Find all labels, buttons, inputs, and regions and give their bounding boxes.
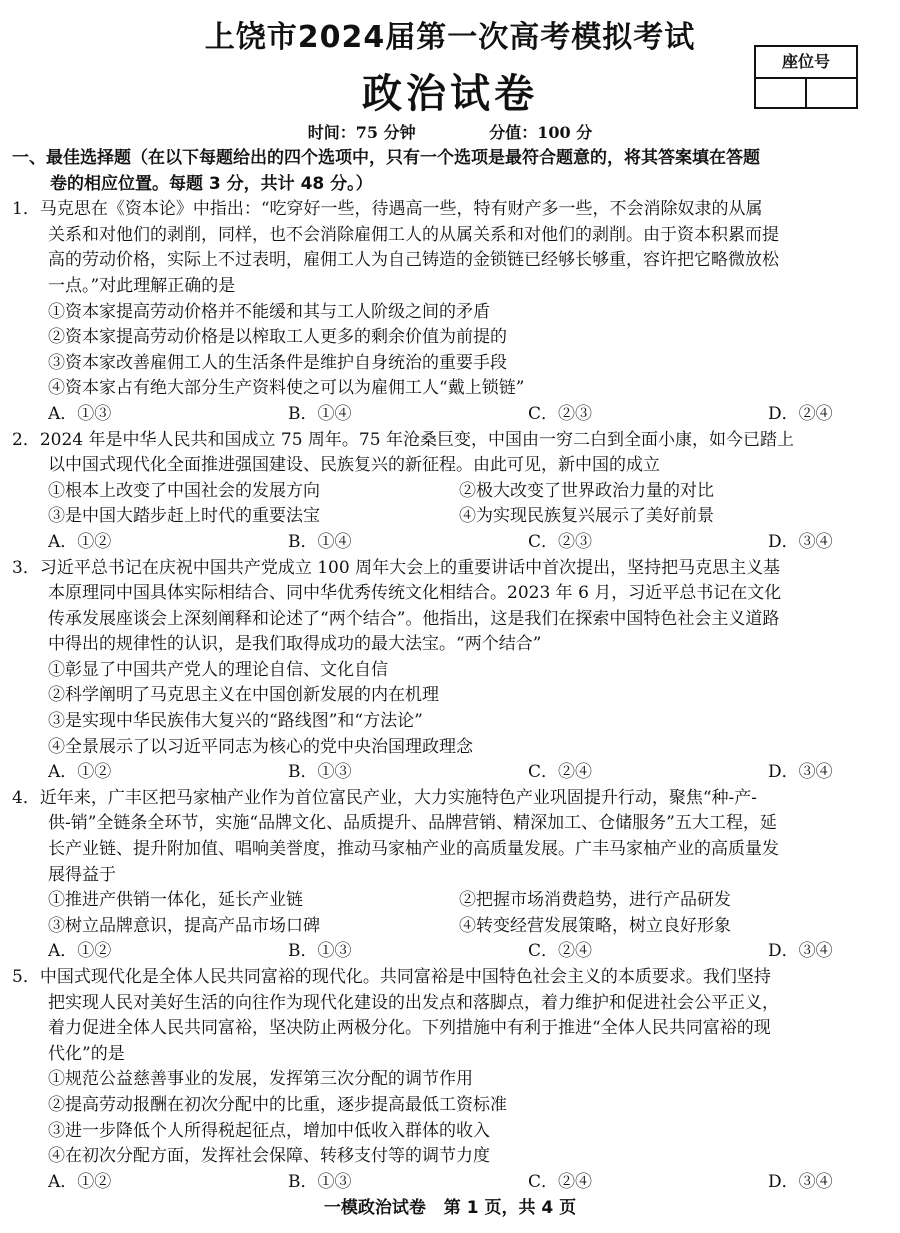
question-stem: 着力促进全体人民共同富裕，坚决防止两极分化。下列措施中有利于推进“全体人民共同富裕的现 — [48, 1018, 771, 1039]
question-stem: 中得出的规律性的认识，是我们取得成功的最大法宝。“两个结合” — [48, 634, 542, 655]
answer-choices — [12, 530, 870, 556]
exam-meta — [0, 120, 900, 143]
statement-item: ①彰显了中国共产党人的理论自信、文化自信 — [48, 659, 388, 680]
choice-a: A．①② — [48, 1171, 112, 1192]
statement-row — [12, 914, 870, 940]
question-stem: 代化”的是 — [48, 1043, 125, 1064]
choice-d: D．③④ — [768, 1171, 833, 1192]
answer-choices — [12, 1170, 870, 1196]
question-stem: 展得益于 — [48, 864, 116, 885]
question-stem: 长产业链、提升附加值、唱响美誉度，推动马家柚产业的高质量发展。广丰马家柚产业的高质量发 — [48, 839, 779, 860]
statement-item: ②资本家提高劳动价格是以榨取工人更多的剩余价值为前提的 — [48, 327, 507, 348]
choice-a: A．①② — [48, 762, 112, 783]
statement-item: ③是实现中华民族伟大复兴的“路线图”和“方法论” — [48, 711, 423, 732]
choice-d: D．②④ — [768, 403, 833, 424]
statement-item: ④转变经营发展策略，树立良好形象 — [459, 915, 731, 936]
question-stem: 传承发展座谈会上深刻阐释和论述了“两个结合”。他指出，这是我们在探索中国特色社会主义道路 — [48, 608, 780, 629]
statement-item: ①推进产供销一体化，延长产业链 — [48, 890, 303, 911]
answer-choices — [12, 402, 870, 428]
choice-b: B．①③ — [288, 762, 352, 783]
question-stem: 5．中国式现代化是全体人民共同富裕的现代化。共同富裕是中国特色社会主义的本质要求。我们坚持 — [12, 967, 771, 987]
question-stem: 4．近年来，广丰区把马家柚产业作为首位富民产业，大力实施特色产业巩固提升行动，聚焦“种-产- — [12, 787, 757, 808]
question-stem: 一点。”对此理解正确的是 — [48, 275, 236, 296]
statement-item: ②极大改变了世界政治力量的对比 — [459, 480, 714, 501]
seat-number-label: 座位号 — [756, 47, 856, 79]
question-stem: 2．2024 年是中华人民共和国成立 75 周年。75 年沧桑巨变，中国由一穷二白到全面小康，如今已踏上 — [12, 429, 794, 450]
statement-row — [12, 504, 870, 530]
question-stem: 3．习近平总书记在庆祝中国共产党成立 100 周年大会上的重要讲话中首次提出，坚持把马克思主义基 — [12, 557, 781, 578]
page-footer — [0, 1193, 900, 1218]
choice-d: D．③④ — [768, 762, 833, 783]
question-stem: 供-销”全链条全环节，实施“品牌文化、品质提升、品牌营销、精深加工、仓储服务”五大工程，延 — [48, 813, 777, 834]
statement-item: ②把握市场消费趋势，进行产品研发 — [459, 890, 731, 911]
statement-item: ①资本家提高劳动价格并不能缓和其与工人阶级之间的矛盾 — [48, 301, 490, 322]
statement-row — [12, 888, 870, 914]
statement-item: ③资本家改善雇佣工人的生活条件是维护自身统治的重要手段 — [48, 352, 507, 373]
statement-item: ③进一步降低个人所得税起征点，增加中低收入群体的收入 — [48, 1120, 490, 1141]
footer-exam-name: 一模政治试卷 — [323, 1198, 426, 1218]
answer-choices — [12, 939, 870, 965]
statement-item: ①规范公益慈善事业的发展，发挥第三次分配的调节作用 — [48, 1069, 473, 1090]
question-stem: 以中国式现代化全面推进强国建设、民族复兴的新征程。由此可见，新中国的成立 — [48, 455, 660, 476]
choice-b: B．①③ — [288, 941, 352, 962]
choice-c: C．②④ — [528, 941, 593, 962]
exam-score: 分值：100 分 — [489, 123, 593, 142]
choice-a: A．①③ — [48, 403, 112, 424]
statement-item: ②提高劳动报酬在初次分配中的比重，逐步提高最低工资标准 — [48, 1094, 507, 1115]
statement-item: ①根本上改变了中国社会的发展方向 — [48, 480, 320, 501]
question-stem: 本原理同中国具体实际相结合、同中华优秀传统文化相结合。2023 年 6 月，习近平总书记在文化 — [48, 583, 782, 604]
question-stem: 把实现人民对美好生活的向往作为现代化建设的出发点和落脚点，着力维护和促进社会公平正义， — [48, 992, 779, 1013]
choice-c: C．②③ — [528, 531, 593, 552]
choice-a: A．①② — [48, 531, 112, 552]
statement-item: ③树立品牌意识，提高产品市场口碑 — [48, 915, 320, 936]
statement-item: ③是中国大踏步赶上时代的重要法宝 — [48, 506, 320, 527]
footer-page-info: 第 1 页，共 4 页 — [443, 1198, 577, 1218]
question-stem: 高的劳动价格，实际上不过表明，雇佣工人为自己铸造的金锁链已经够长够重，容许把它略微放松 — [48, 250, 779, 271]
answer-choices — [12, 760, 870, 786]
choice-b: B．①④ — [288, 403, 352, 424]
statement-item: ④全景展示了以习近平同志为核心的党中央治国理政理念 — [48, 736, 473, 757]
section-heading: 一、最佳选择题（在以下每题给出的四个选项中，只有一个选项是最符合题意的，将其答案填在答题 — [12, 148, 760, 168]
choice-d: D．③④ — [768, 531, 833, 552]
statement-row — [12, 479, 870, 505]
statement-item: ④资本家占有绝大部分生产资料使之可以为雇佣工人“戴上锁链” — [48, 378, 525, 399]
seat-number-box — [754, 45, 858, 109]
question-stem: 关系和对他们的剥削，同样，也不会消除雇佣工人的从属关系和对他们的剥削。由于资本积累而提 — [48, 224, 779, 245]
statement-item: ②科学阐明了马克思主义在中国创新发展的内在机理 — [48, 685, 439, 706]
choice-b: B．①③ — [288, 1171, 352, 1192]
exam-time: 时间：75 分钟 — [307, 123, 416, 142]
statement-item: ④为实现民族复兴展示了美好前景 — [459, 506, 714, 527]
statement-item: ④在初次分配方面，发挥社会保障、转移支付等的调节力度 — [48, 1146, 490, 1167]
choice-c: C．②③ — [528, 403, 593, 424]
section-heading-cont: 卷的相应位置。每题 3 分，共计 48 分。） — [50, 173, 373, 194]
question-stem: 1．马克思在《资本论》中指出：“吃穿好一些，待遇高一些，特有财产多一些，不会消除奴隶的从属 — [12, 199, 763, 220]
subject-title: 政治试卷 — [362, 71, 538, 117]
question-content — [12, 146, 870, 1195]
choice-b: B．①④ — [288, 531, 352, 552]
choice-a: A．①② — [48, 941, 112, 962]
choice-d: D．③④ — [768, 941, 833, 962]
exam-title: 上饶市2024届第一次高考模拟考试 — [204, 20, 696, 55]
seat-number-cells — [756, 79, 856, 109]
choice-c: C．②④ — [528, 1171, 593, 1192]
choice-c: C．②④ — [528, 762, 593, 783]
